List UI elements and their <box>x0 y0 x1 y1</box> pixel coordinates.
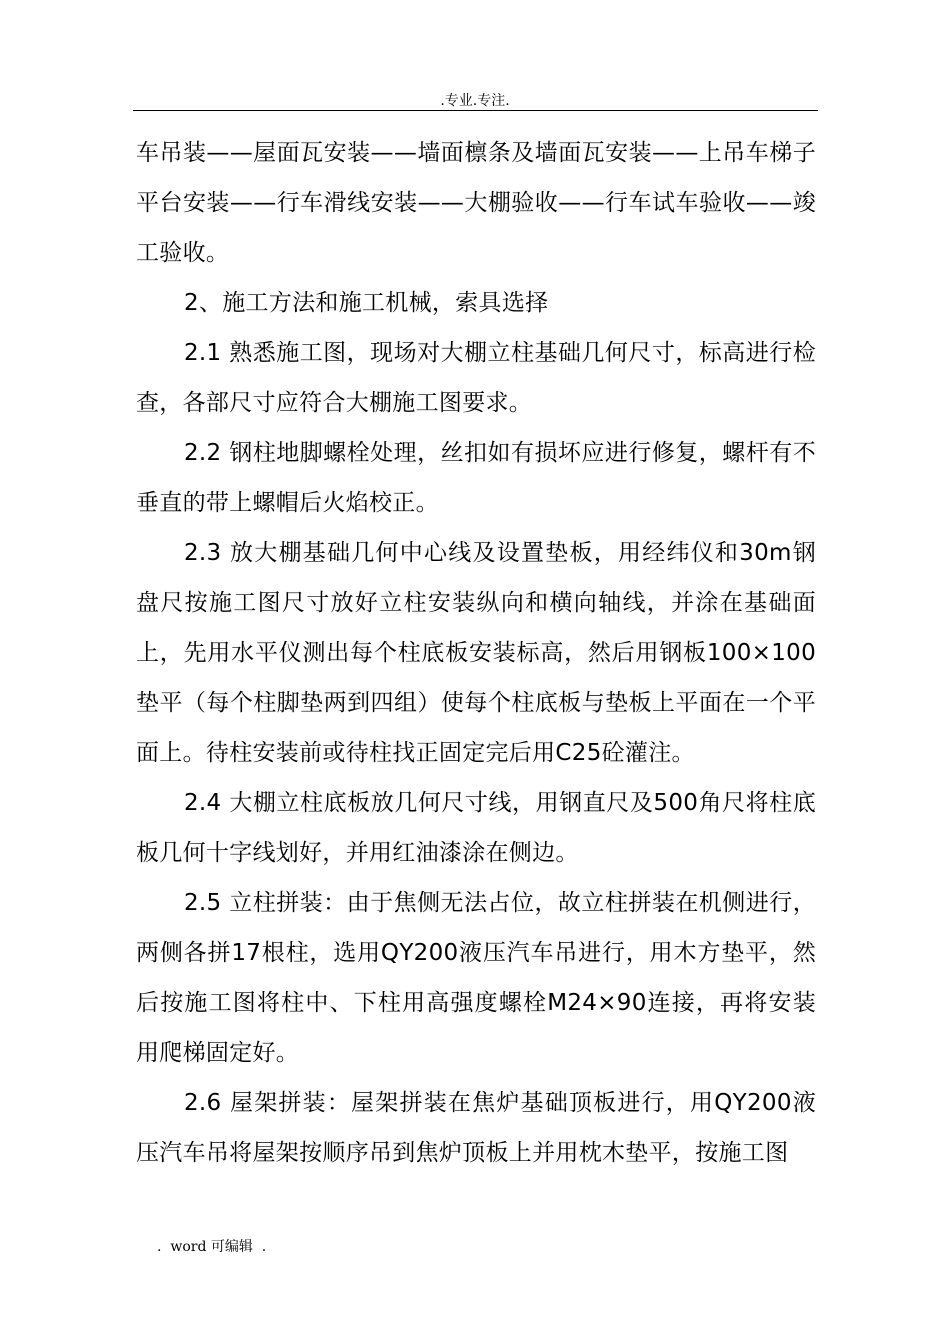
paragraph-2-3: 2.3 放大棚基础几何中心线及设置垫板，用经纬仪和30m钢盘尺按施工图尺寸放好立柱安装纵向和横向轴线，并涂在基础面上，先用水平仪测出每个柱底板安装标高，然后用钢板100×100垫平（每个柱脚垫两到四组）使每个柱底板与垫板上平面在一个平面上。待柱安装前或待柱找正固定完后用C25砼灌注。 <box>136 540 816 766</box>
paragraph-2-2: 2.2 钢柱地脚螺栓处理，丝扣如有损坏应进行修复，螺杆有不垂直的带上螺帽后火焰校正。 <box>136 440 816 516</box>
document-body <box>136 128 816 1178</box>
page-footer: . word 可编辑 . <box>157 1239 267 1255</box>
header-divider <box>133 110 818 111</box>
paragraph-2-4: 2.4 大棚立柱底板放几何尺寸线，用钢直尺及500角尺将柱底板几何十字线划好，并用红油漆涂在侧边。 <box>136 790 816 866</box>
paragraph-2-1: 2.1 熟悉施工图，现场对大棚立柱基础几何尺寸，标高进行检查，各部尺寸应符合大棚施工图要求。 <box>136 340 816 416</box>
paragraph-2-5: 2.5 立柱拼装：由于焦侧无法占位，故立柱拼装在机侧进行，两侧各拼17根柱，选用QY200液压汽车吊进行，用木方垫平，然后按施工图将柱中、下柱用高强度螺栓M24×90连接，再将安装用爬梯固定好。 <box>136 890 816 1066</box>
page-header: .专业.专注. <box>440 93 510 109</box>
paragraph-section-2-heading: 2、施工方法和施工机械，索具选择 <box>184 290 549 316</box>
paragraph-process-flow: 车吊装——屋面瓦安装——墙面檩条及墙面瓦安装——上吊车梯子平台安装——行车滑线安装——大棚验收——行车试车验收——竣工验收。 <box>136 140 816 266</box>
paragraph-2-6: 2.6 屋架拼装：屋架拼装在焦炉基础顶板进行，用QY200液压汽车吊将屋架按顺序吊到焦炉顶板上并用枕木垫平，按施工图 <box>136 1090 816 1166</box>
